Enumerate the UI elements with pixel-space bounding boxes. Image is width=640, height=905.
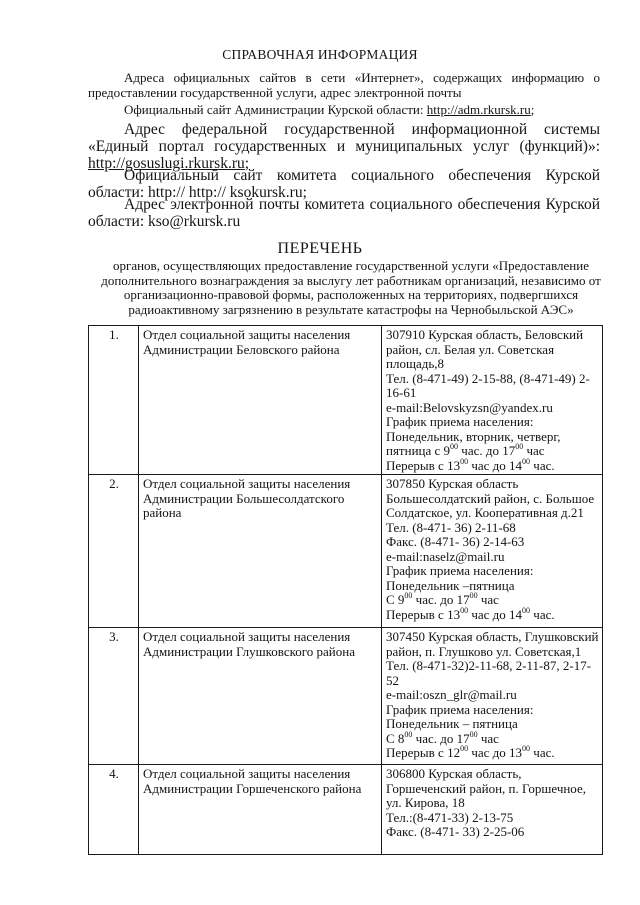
agency-contacts	[382, 628, 603, 765]
break-end-hour: 14	[509, 457, 523, 473]
work-prefix: С	[386, 730, 398, 746]
schedule-title: График приема населения:	[386, 701, 534, 717]
break-hours	[386, 456, 599, 474]
committee-site-text: Официальный сайт комитета социального обеспечения Курской области: http:// http:// ksokursk.ru;	[88, 167, 600, 201]
minutes-sup: 00	[522, 744, 531, 753]
fax-line: Факс. (8-471- 33) 2-25-06	[386, 824, 525, 839]
work-start-hour: 8	[397, 730, 405, 746]
agency-contacts	[382, 765, 603, 855]
minutes-sup: 00	[469, 591, 478, 600]
break-middle: час до	[468, 606, 510, 622]
admin-site-paragraph	[88, 102, 600, 117]
address-line: Горшеченский район, п. Горшечное,	[386, 780, 586, 796]
email-line[interactable]: e-mail:naselz@mail.ru	[386, 548, 505, 564]
work-start-hour: 9	[443, 443, 451, 458]
break-start-hour: 13	[447, 457, 461, 473]
break-prefix: Перерыв с	[386, 457, 448, 473]
address-line: Большесолдатский район, с. Большое	[386, 490, 595, 506]
address-line: Солдатское, ул. Кооперативная д.21	[386, 505, 584, 520]
work-hours	[386, 444, 599, 459]
phone-line: Тел. (8-471-49) 2-15-88, (8-471-49) 2-16-61	[386, 370, 590, 400]
work-middle: час. до	[458, 443, 503, 458]
schedule-title: График приема населения:	[386, 414, 534, 429]
committee-email-paragraph	[88, 196, 600, 230]
address-line: 307450 Курская область, Глушковский	[386, 629, 599, 644]
work-middle: час. до	[412, 730, 457, 746]
schedule-title: График приема населения:	[386, 563, 534, 578]
row-number: 1.	[89, 326, 139, 475]
phone-line: Тел. (8-471-32)2-11-68, 2-11-87, 2-17-52	[386, 658, 592, 688]
admin-site-tail: ;	[530, 102, 535, 117]
table-row	[89, 765, 603, 855]
portal-link[interactable]: http://gosuslugi.rkursk.ru	[88, 155, 245, 172]
break-middle: час до	[468, 745, 510, 760]
schedule-days: Понедельник – пятница	[386, 716, 518, 731]
break-start-hour: 13	[447, 606, 461, 622]
table-row	[89, 628, 603, 765]
work-hours	[386, 729, 599, 747]
admin-site-label: Официальный сайт Администрации Курской области:	[124, 102, 427, 117]
agency-name: Отдел социальной защиты населения Администрации Горшеченского района	[139, 765, 382, 855]
break-hours	[386, 605, 599, 623]
email-line[interactable]: e-mail:Belovskyzsn@yandex.ru	[386, 399, 553, 415]
portal-paragraph	[88, 121, 600, 172]
row-number: 3.	[89, 628, 139, 765]
break-end-hour: 13	[509, 745, 523, 760]
address-line: площадь,8	[386, 356, 445, 371]
list-title: ПЕРЕЧЕНЬ	[277, 240, 363, 257]
minutes-sup: 00	[515, 442, 524, 451]
schedule-days: Понедельник, вторник, четверг,	[386, 428, 561, 444]
break-suffix: час.	[530, 457, 555, 473]
committee-email-text: Адрес электронной почты комитета социального обеспечения Курской области: kso@rkursk.ru	[88, 196, 600, 230]
table-row	[89, 475, 603, 628]
work-suffix: час	[477, 730, 499, 746]
work-prefix: с	[434, 443, 444, 458]
table-row	[89, 326, 603, 475]
agency-name: Отдел социальной защиты населения Администрации Беловского района	[139, 326, 382, 475]
minutes-sup: 00	[469, 729, 478, 739]
work-suffix: час	[523, 443, 545, 458]
minutes-sup: 00	[460, 744, 469, 753]
minutes-sup: 00	[404, 591, 413, 600]
reference-title: СПРАВОЧНАЯ ИНФОРМАЦИЯ	[222, 47, 418, 62]
minutes-sup: 00	[460, 605, 469, 615]
list-subtitle: органов, осуществляющих предоставление государственной услуги «Предоставление дополнительного вознаграждения за выслугу лет работникам организаций, независимо от организационно-правовой формы, расположенных на территориях, подвергшихся радиоактивному загрязнению в результате катастрофы на Чернобыльской АЭС»	[101, 258, 601, 317]
address-line: район, п. Глушково ул. Советская,1	[386, 643, 582, 659]
phone-line: Тел. (8-471- 36) 2-11-68	[386, 519, 516, 535]
row-number: 4.	[89, 765, 139, 855]
work-middle: час. до	[412, 592, 457, 607]
break-prefix: Перерыв с	[386, 606, 448, 622]
agency-contacts	[382, 475, 603, 628]
work-suffix: час	[477, 592, 499, 607]
intro-text: Адреса официальных сайтов в сети «Интернет», содержащих информацию о предоставлении государственной услуги, адрес электронной почты	[88, 70, 600, 100]
portal-tail: ;	[244, 155, 250, 172]
agency-name: Отдел социальной защиты населения Администрации Большесолдатского района	[139, 475, 382, 628]
break-suffix: час.	[530, 606, 555, 622]
row-number: 2.	[89, 475, 139, 628]
minutes-sup: 00	[522, 605, 531, 615]
minutes-sup: 00	[460, 456, 469, 466]
address-line: 306800 Курская область,	[386, 766, 522, 781]
break-middle: час до	[468, 457, 510, 473]
address-line: район, сл. Белая ул. Советская	[386, 341, 555, 357]
work-end-hour: 17	[456, 730, 470, 746]
work-start-hour: 9	[397, 592, 405, 607]
phone-line: Тел.:(8-471-33) 2-13-75	[386, 809, 514, 825]
agency-contacts	[382, 326, 603, 475]
agencies-table	[88, 325, 603, 855]
work-hours	[386, 593, 599, 608]
break-hours	[386, 746, 599, 761]
break-suffix: час.	[530, 745, 555, 760]
work-end-hour: 17	[456, 592, 470, 607]
break-start-hour: 12	[447, 745, 461, 760]
break-end-hour: 14	[509, 606, 523, 622]
schedule-days: Понедельник –пятница	[386, 577, 515, 593]
portal-label: Адрес федеральной государственной информационной системы «Единый портал государственных и муниципальных услуг (функций)»:	[88, 121, 600, 155]
schedule-days-tail: пятница	[386, 443, 432, 458]
intro-paragraph	[88, 70, 600, 100]
minutes-sup: 00	[404, 729, 413, 739]
address-line: 307910 Курская область, Беловский	[386, 327, 584, 342]
work-prefix: С	[386, 592, 398, 607]
agency-name: Отдел социальной защиты населения Администрации Глушковского района	[139, 628, 382, 765]
email-line[interactable]: e-mail:oszn_glr@mail.ru	[386, 687, 517, 702]
address-line: ул. Кирова, 18	[386, 795, 465, 810]
address-line: 307850 Курская область	[386, 476, 519, 491]
admin-site-link[interactable]: http://adm.rkursk.ru	[426, 102, 531, 117]
break-prefix: Перерыв с	[386, 745, 448, 760]
work-end-hour: 17	[502, 443, 516, 458]
minutes-sup: 00	[522, 456, 531, 466]
fax-line: Факс. (8-471- 36) 2-14-63	[386, 534, 525, 549]
minutes-sup: 00	[450, 442, 459, 451]
